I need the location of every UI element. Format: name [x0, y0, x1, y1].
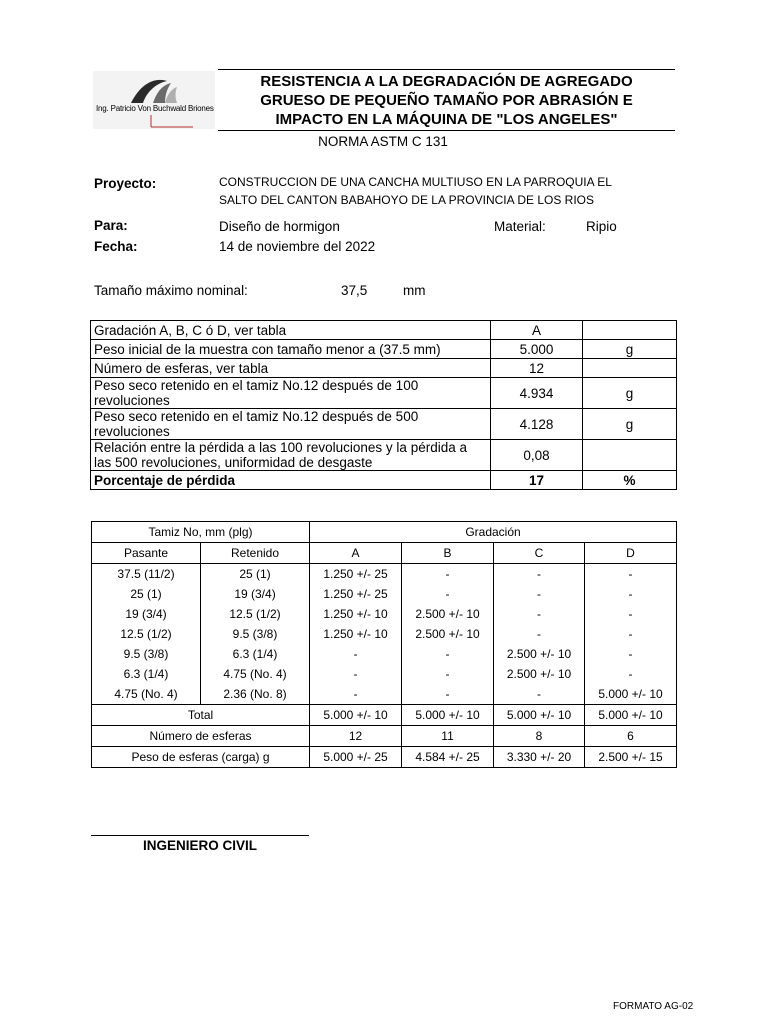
col-pasante: Pasante — [92, 543, 201, 564]
spheres-a: 12 — [310, 726, 402, 747]
grade-c-cell: - — [494, 684, 585, 705]
result-desc: Peso seco retenido en el tamiz No.12 después de 100 revoluciones — [91, 378, 491, 409]
grade-b-cell: - — [402, 584, 494, 604]
total-row — [92, 705, 677, 726]
tmn-unit: mm — [403, 283, 426, 298]
sphere-weight-d: 2.500 +/- 15 — [585, 747, 677, 768]
result-value: 5.000 — [491, 340, 583, 359]
material-value: Ripio — [586, 219, 617, 234]
project-label: Proyecto: — [94, 176, 157, 191]
retenido-cell: 6.3 (1/4) — [201, 644, 310, 664]
grade-a-cell: - — [310, 644, 402, 664]
table-row — [91, 321, 677, 340]
total-a: 5.000 +/- 10 — [310, 705, 402, 726]
result-unit: g — [583, 409, 677, 440]
result-desc: Relación entre la pérdida a las 100 revoluciones y la pérdida a las 500 revoluciones, uniformidad de desgaste — [91, 440, 491, 471]
total-c: 5.000 +/- 10 — [494, 705, 585, 726]
sphere-weight-c: 3.330 +/- 20 — [494, 747, 585, 768]
grade-c-cell: - — [494, 624, 585, 644]
total-label: Total — [92, 705, 310, 726]
grade-d-cell: 5.000 +/- 10 — [585, 684, 677, 705]
spheres-b: 11 — [402, 726, 494, 747]
grade-d-cell: - — [585, 604, 677, 624]
result-value: 12 — [491, 359, 583, 378]
retenido-cell: 25 (1) — [201, 564, 310, 585]
grade-a-cell: 1.250 +/- 25 — [310, 584, 402, 604]
sphere-weight-row — [92, 747, 677, 768]
result-value: 0,08 — [491, 440, 583, 471]
result-desc: Porcentaje de pérdida — [91, 471, 491, 490]
pasante-cell: 37.5 (11/2) — [92, 564, 201, 585]
spheres-d: 6 — [585, 726, 677, 747]
result-unit — [583, 321, 677, 340]
table-row — [92, 584, 677, 604]
spheres-row — [92, 726, 677, 747]
title-line-3: IMPACTO EN LA MÁQUINA DE "LOS ANGELES" — [275, 111, 618, 128]
total-b: 5.000 +/- 10 — [402, 705, 494, 726]
retenido-cell: 12.5 (1/2) — [201, 604, 310, 624]
fecha-value: 14 de noviembre del 2022 — [219, 239, 376, 254]
table-row — [92, 624, 677, 644]
table-row — [91, 440, 677, 471]
project-line-2: SALTO DEL CANTON BABAHOYO DE LA PROVINCIA DE LOS RIOS — [219, 193, 594, 207]
table-header-row — [92, 543, 677, 564]
project-line-1: CONSTRUCCION DE UNA CANCHA MULTIUSO EN LA PARROQUIA EL — [219, 175, 612, 189]
retenido-cell: 9.5 (3/8) — [201, 624, 310, 644]
result-value: A — [491, 321, 583, 340]
table-row — [91, 378, 677, 409]
result-value: 4.128 — [491, 409, 583, 440]
col-d: D — [585, 543, 677, 564]
pasante-cell: 19 (3/4) — [92, 604, 201, 624]
retenido-cell: 4.75 (No. 4) — [201, 664, 310, 684]
project-value — [219, 173, 659, 209]
grade-c-cell: 2.500 +/- 10 — [494, 644, 585, 664]
tmn-value: 37,5 — [341, 283, 368, 298]
sieve-header: Tamiz No, mm (plg) — [92, 522, 310, 543]
grading-header: Gradación — [310, 522, 677, 543]
para-value: Diseño de hormigon — [219, 219, 340, 234]
table-row — [91, 471, 677, 490]
pasante-cell: 4.75 (No. 4) — [92, 684, 201, 705]
result-unit: % — [583, 471, 677, 490]
sphere-weight-label: Peso de esferas (carga) g — [92, 747, 310, 768]
table-row — [92, 664, 677, 684]
title-line-1: RESISTENCIA A LA DEGRADACIÓN DE AGREGADO — [260, 73, 633, 90]
grade-c-cell: - — [494, 584, 585, 604]
logo-text: Ing. Patricio Von Buchwald Briones — [96, 104, 214, 113]
fecha-label: Fecha: — [94, 239, 138, 254]
grade-a-cell: - — [310, 684, 402, 705]
table-row — [92, 604, 677, 624]
table-row — [92, 644, 677, 664]
result-desc: Peso seco retenido en el tamiz No.12 después de 500 revoluciones — [91, 409, 491, 440]
table-header-row — [92, 522, 677, 543]
grade-a-cell: 1.250 +/- 10 — [310, 624, 402, 644]
result-unit — [583, 359, 677, 378]
grade-b-cell: - — [402, 684, 494, 705]
results-table — [90, 320, 677, 490]
standard-reference: NORMA ASTM C 131 — [318, 134, 448, 149]
grade-d-cell: - — [585, 664, 677, 684]
retenido-cell: 2.36 (No. 8) — [201, 684, 310, 705]
para-label: Para: — [94, 218, 128, 233]
grade-c-cell: 2.500 +/- 10 — [494, 664, 585, 684]
table-row — [91, 340, 677, 359]
company-logo — [93, 71, 215, 129]
grade-a-cell: 1.250 +/- 25 — [310, 564, 402, 585]
table-row — [92, 564, 677, 585]
grade-d-cell: - — [585, 564, 677, 585]
result-value: 17 — [491, 471, 583, 490]
result-desc: Número de esferas, ver tabla — [91, 359, 491, 378]
title-top-rule — [218, 69, 675, 70]
total-d: 5.000 +/- 10 — [585, 705, 677, 726]
document-title — [218, 72, 675, 129]
col-c: C — [494, 543, 585, 564]
grade-c-cell: - — [494, 604, 585, 624]
grade-b-cell: - — [402, 564, 494, 585]
pasante-cell: 9.5 (3/8) — [92, 644, 201, 664]
pasante-cell: 12.5 (1/2) — [92, 624, 201, 644]
form-code: FORMATO AG-02 — [613, 1001, 694, 1012]
grade-d-cell: - — [585, 644, 677, 664]
result-unit — [583, 440, 677, 471]
table-row — [91, 409, 677, 440]
col-retenido: Retenido — [201, 543, 310, 564]
spheres-c: 8 — [494, 726, 585, 747]
grade-d-cell: - — [585, 584, 677, 604]
sphere-weight-b: 4.584 +/- 25 — [402, 747, 494, 768]
pasante-cell: 6.3 (1/4) — [92, 664, 201, 684]
table-row — [92, 684, 677, 705]
result-unit: g — [583, 378, 677, 409]
title-line-2: GRUESO DE PEQUEÑO TAMAÑO POR ABRASIÓN E — [260, 92, 633, 109]
signature-label: INGENIERO CIVIL — [142, 838, 257, 853]
result-value: 4.934 — [491, 378, 583, 409]
title-bottom-rule — [218, 130, 675, 131]
sphere-weight-a: 5.000 +/- 25 — [310, 747, 402, 768]
retenido-cell: 19 (3/4) — [201, 584, 310, 604]
grade-a-cell: 1.250 +/- 10 — [310, 604, 402, 624]
grade-b-cell: 2.500 +/- 10 — [402, 604, 494, 624]
grade-b-cell: - — [402, 644, 494, 664]
col-b: B — [402, 543, 494, 564]
result-desc: Gradación A, B, C ó D, ver tabla — [91, 321, 491, 340]
pasante-cell: 25 (1) — [92, 584, 201, 604]
col-a: A — [310, 543, 402, 564]
grading-table — [91, 521, 677, 768]
grade-a-cell: - — [310, 664, 402, 684]
road-logo-icon — [93, 71, 215, 129]
grade-b-cell: 2.500 +/- 10 — [402, 624, 494, 644]
result-unit: g — [583, 340, 677, 359]
spheres-label: Número de esferas — [92, 726, 310, 747]
grade-d-cell: - — [585, 624, 677, 644]
grade-c-cell: - — [494, 564, 585, 585]
signature-line — [91, 835, 309, 836]
result-desc: Peso inicial de la muestra con tamaño menor a (37.5 mm) — [91, 340, 491, 359]
grade-b-cell: - — [402, 664, 494, 684]
table-row — [91, 359, 677, 378]
material-label: Material: — [494, 219, 546, 234]
tmn-label: Tamaño máximo nominal: — [94, 283, 248, 298]
